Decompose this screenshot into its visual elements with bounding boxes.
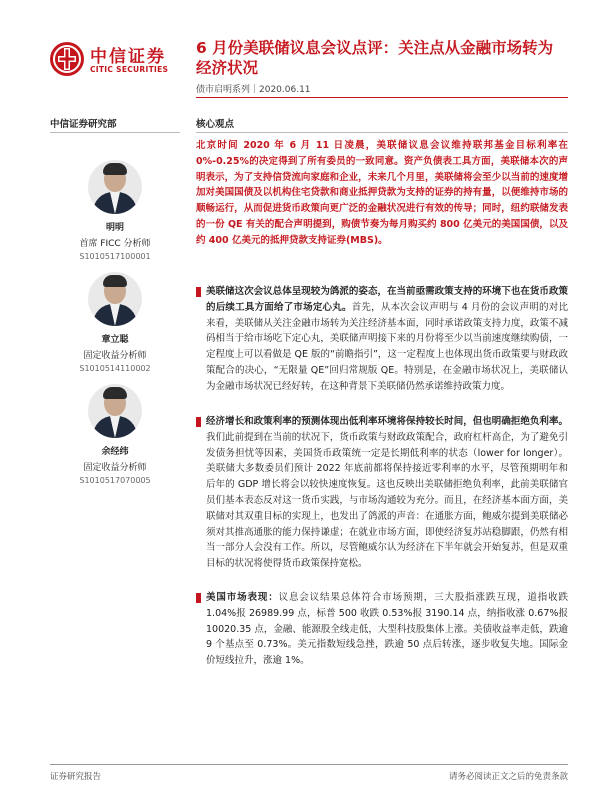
paragraph-body: 议息会议结果总体符合市场预期，三大股指涨跌互现，道指收跌 1.04%报 26989.99 点，标普 500 收跌 0.53%报 3190.14 点，纳指收涨 0.67%报 10020.35 点，金融、能源股全线走低，大型科技股集体上涨。美债收益率走低，跌逾 9 个基点至 0.73%。美元指数短线急挫，跌逾 50 点后转涨，逐步收复失地。国际金价短线拉升，涨逾 1%。 [206, 592, 568, 667]
avatar [88, 160, 142, 214]
footer-disclaimer: 请务必阅读正文之后的免责条款 [448, 772, 568, 782]
avatar [88, 384, 142, 438]
analysis-paragraph [196, 284, 568, 395]
analyst-role: 固定收益分析师 [83, 351, 147, 361]
research-dept-heading: 中信证券研究部 [50, 119, 117, 130]
logo-chinese-name: 中信证券 [90, 47, 166, 67]
sidebar-divider [50, 132, 180, 133]
analyst-name: 章立聪 [101, 335, 129, 345]
analyst-name: 余经纬 [101, 447, 129, 457]
section-divider [196, 132, 568, 133]
analyst-card [50, 272, 180, 373]
analyst-license-id: S1010514110002 [79, 364, 151, 373]
analyst-license-id: S1010517070005 [79, 476, 151, 485]
analyst-role: 固定收益分析师 [83, 463, 147, 473]
analysis-paragraph [196, 414, 568, 572]
analyst-card [50, 384, 180, 485]
report-series-date: 债市启明系列｜2020.06.11 [196, 85, 311, 95]
bullet-marker-icon [196, 287, 201, 297]
analyst-card [50, 160, 180, 261]
company-logo [50, 40, 190, 84]
bullet-marker-icon [196, 593, 201, 603]
key-summary: 北京时间 2020 年 6 月 11 日凌晨，美联储议息会议维持联邦基金目标利率在 0%-0.25%的决定得到了所有委员的一致同意。资产负债表工具方面，美联储本次的声明表示，为了支持信贷流向家庭和企业，未来几个月里，美联储将会至少以当前的速度增加对美国国债及以机构住宅贷款和商业抵押贷款为支持的证券的持有量，以便维持市场的顺畅运行，从而促进货币政策向更广泛的金融状况进行有效的传导；同时，纽约联储发表的一份 QE 有关的配合声明提到，购债节奏为每月购买约 800 亿美元的美国国债，以及约 400 亿美元的抵押贷款支持证券(MBS)。 [196, 140, 568, 246]
analysis-paragraph [196, 590, 568, 669]
paragraph-body: 首先，从本次会议声明与 4 月份的会议声明的对比来看，美联储从关注金融市场转为关注经济基本面，同时承诺政策支持力度，政策不减码相当于给市场吃下定心丸，美联储声明接下来的月份将至少以当前速度继续购债，一定程度上可以看做是 QE 版的“前瞻指引”，这一定程度上也体现出货币政策要与财政政策配合的决心，“无限量 QE”回归常规版 QE。特别是，在金融市场状况上，美联储认为金融市场状况已经好转，在这种背景下美联储仍然承诺维持政策力度。 [206, 301, 568, 392]
analyst-license-id: S1010517100001 [79, 252, 151, 261]
section-title: 核心观点 [196, 119, 235, 130]
avatar [88, 272, 142, 326]
paragraph-lead: 美联储这次会议总体呈现较为鸽派的姿态，在当前亟需政策支持的环境下也在货币政策的后续工具方面给了市场定心丸。 [206, 286, 568, 313]
footer-report-type: 证券研究报告 [50, 772, 102, 782]
analyst-role: 首席 FICC 分析师 [79, 239, 151, 249]
logo-english-name: CITIC SECURITIES [90, 65, 169, 74]
bullet-marker-icon [196, 417, 201, 427]
paragraph-lead: 经济增长和政策利率的预测体现出低利率环境将保持较长时间，但也明确拒绝负利率。 [206, 416, 568, 427]
analyst-name: 明明 [105, 223, 124, 233]
header-divider [196, 97, 568, 98]
paragraph-body: 我们此前提到在当前的状况下，货币政策与财政政策配合，政府杠杆高企，为了避免引发债务担忧等因素，美国货币政策统一定是长期低利率的状态（lower for longer）。美联储大多数委员们预计 2022 年底前都将保持接近零利率的水平，尽管预期明年和后年的 GDP 增长将会以较快速度恢复。这也反映出美联储拒绝负利率，此前美联储官员们基本表态反对这一货币实践，与市场沟通较为充分。而且，在经济基本面方面，美联储对其双重目标的实现上，也发出了鸽派的声音：在通胀方面，鲍威尔提到美联储必须对其推高通胀的能力保持谦虚；在就业市场方面，即使经济复苏站稳脚跟，仍然有相当一部分人会没有工作。所以，尽管鲍威尔认为经济在下半年就会开始复苏，但是双重目标的状况将使得货币政策保持宽松。 [206, 431, 568, 570]
citic-logo-icon [50, 42, 84, 76]
paragraph-lead: 美国市场表现： [206, 592, 279, 603]
footer-divider [50, 764, 568, 765]
report-title: 6 月份美联储议息会议点评：关注点从金融市场转为经济状况 [196, 39, 554, 77]
